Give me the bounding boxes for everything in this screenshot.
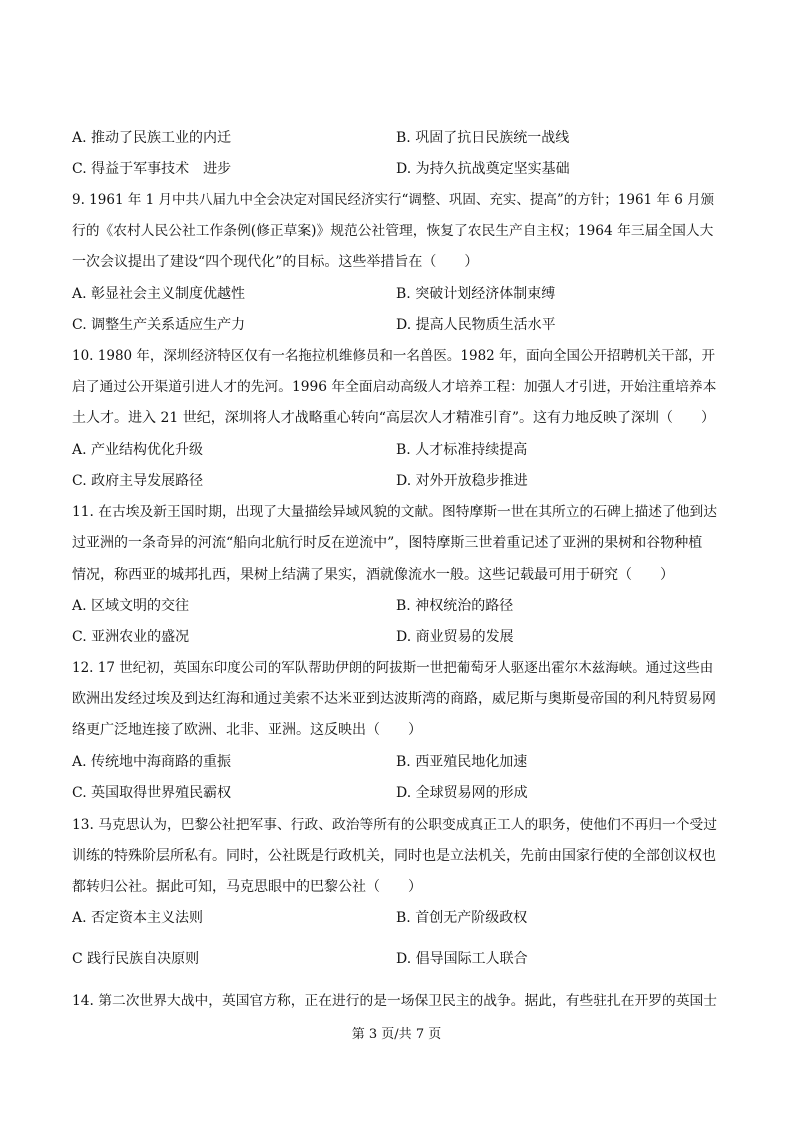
q13-option-c: C 践行民族自决原则 — [72, 951, 200, 967]
q9-option-c: C. 调整生产关系适应生产力 — [72, 317, 246, 333]
q11-option-b: B. 神权统治的路径 — [396, 598, 514, 614]
q11-option-c: C. 亚洲农业的盛况 — [72, 629, 190, 645]
q9-stem-line: 行的《农村人民公社工作条例(修正草案)》规范公社管理，恢复了农民生产自主权；1964 年三届全国人大 — [72, 223, 714, 239]
q12-stem-line: 络更广泛地连接了欧洲、北非、亚洲。这反映出（ ） — [72, 722, 422, 738]
q8-option-c: C. 得益于军事技术 进步 — [72, 161, 232, 177]
q11-stem-line: 情况，称西亚的城邦扎西，果树上结满了果实，酒就像流水一般。这些记载最可用于研究（ ） — [72, 567, 674, 583]
q9-option-a: A. 彰显社会主义制度优越性 — [72, 286, 246, 302]
q9-stem-line: 一次会议提出了建设“四个现代化”的目标。这些举措旨在（ ） — [72, 254, 479, 270]
q13-stem-line: 训练的特殊阶层所私有。同时，公社既是行政机关，同时也是立法机关，先前由国家行使的全部创议权也 — [72, 848, 716, 864]
q8-option-d: D. 为持久抗战奠定坚实基础 — [396, 161, 570, 177]
q12-option-d: D. 全球贸易网的形成 — [396, 785, 528, 801]
q10-option-a: A. 产业结构优化升级 — [72, 442, 204, 458]
q9-option-d: D. 提高人民物质生活水平 — [396, 317, 556, 333]
q9-option-b: B. 突破计划经济体制束缚 — [396, 286, 556, 302]
q12-option-a: A. 传统地中海商路的重振 — [72, 754, 232, 770]
q10-option-c: C. 政府主导发展路径 — [72, 473, 204, 489]
q12-option-b: B. 西亚殖民地化加速 — [396, 754, 528, 770]
q10-stem-line: 土人才。进入 21 世纪，深圳将人才战略重心转向“高层次人才精准引育”。这有力地反映了深圳（ ） — [72, 410, 716, 426]
q10-option-b: B. 人才标准持续提高 — [396, 442, 528, 458]
q12-stem-line: 欧洲出发经过埃及到达红海和通过美索不达米亚到达波斯湾的商路，威尼斯与奥斯曼帝国的利凡特贸易网 — [72, 691, 716, 707]
q13-stem-line: 都转归公社。据此可知，马克思眼中的巴黎公社（ ） — [72, 879, 422, 895]
q13-option-a: A. 否定资本主义法则 — [72, 910, 204, 926]
q8-option-a: A. 推动了民族工业的内迁 — [72, 130, 232, 146]
q11-stem-line: 11. 在古埃及新王国时期，出现了大量描绘异域风貌的文献。图特摩斯一世在其所立的石碑上描述了他到达 — [72, 504, 717, 520]
q13-option-b: B. 首创无产阶级政权 — [396, 910, 528, 926]
q10-option-d: D. 对外开放稳步推进 — [396, 473, 528, 489]
q11-stem-line: 过亚洲的一条奇异的河流“船向北航行时反在逆流中”，图特摩斯三世着重记述了亚洲的果树和谷物种植 — [72, 535, 703, 551]
q12-stem-line: 12. 17 世纪初，英国东印度公司的军队帮助伊朗的阿拔斯一世把葡萄牙人驱逐出霍尔木兹海峡。通过这些由 — [72, 660, 714, 676]
q11-option-a: A. 区域文明的交往 — [72, 598, 190, 614]
q11-option-d: D. 商业贸易的发展 — [396, 629, 514, 645]
q8-option-b: B. 巩固了抗日民族统一战线 — [396, 130, 570, 146]
q9-stem-line: 9. 1961 年 1 月中共八届九中全会决定对国民经济实行“调整、巩固、充实、提高”的方针；1961 年 6 月颁 — [72, 192, 715, 208]
q13-option-d: D. 倡导国际工人联合 — [396, 951, 528, 967]
q14-stem-line: 14. 第二次世界大战中，英国官方称，正在进行的是一场保卫民主的战争。据此，有些驻扎在开罗的英国士 — [72, 993, 717, 1009]
q13-stem-line: 13. 马克思认为，巴黎公社把军事、行政、政治等所有的公职变成真正工人的职务，使他们不再归一个受过 — [72, 817, 717, 833]
q10-stem-line: 10. 1980 年，深圳经济特区仅有一名拖拉机维修员和一名兽医。1982 年，面向全国公开招聘机关干部，开 — [72, 348, 716, 364]
q12-option-c: C. 英国取得世界殖民霸权 — [72, 785, 232, 801]
q10-stem-line: 启了通过公开渠道引进人才的先河。1996 年全面启动高级人才培养工程：加强人才引进，开始注重培养本 — [72, 379, 717, 395]
page-number: 第 3 页/共 7 页 — [351, 1027, 442, 1042]
